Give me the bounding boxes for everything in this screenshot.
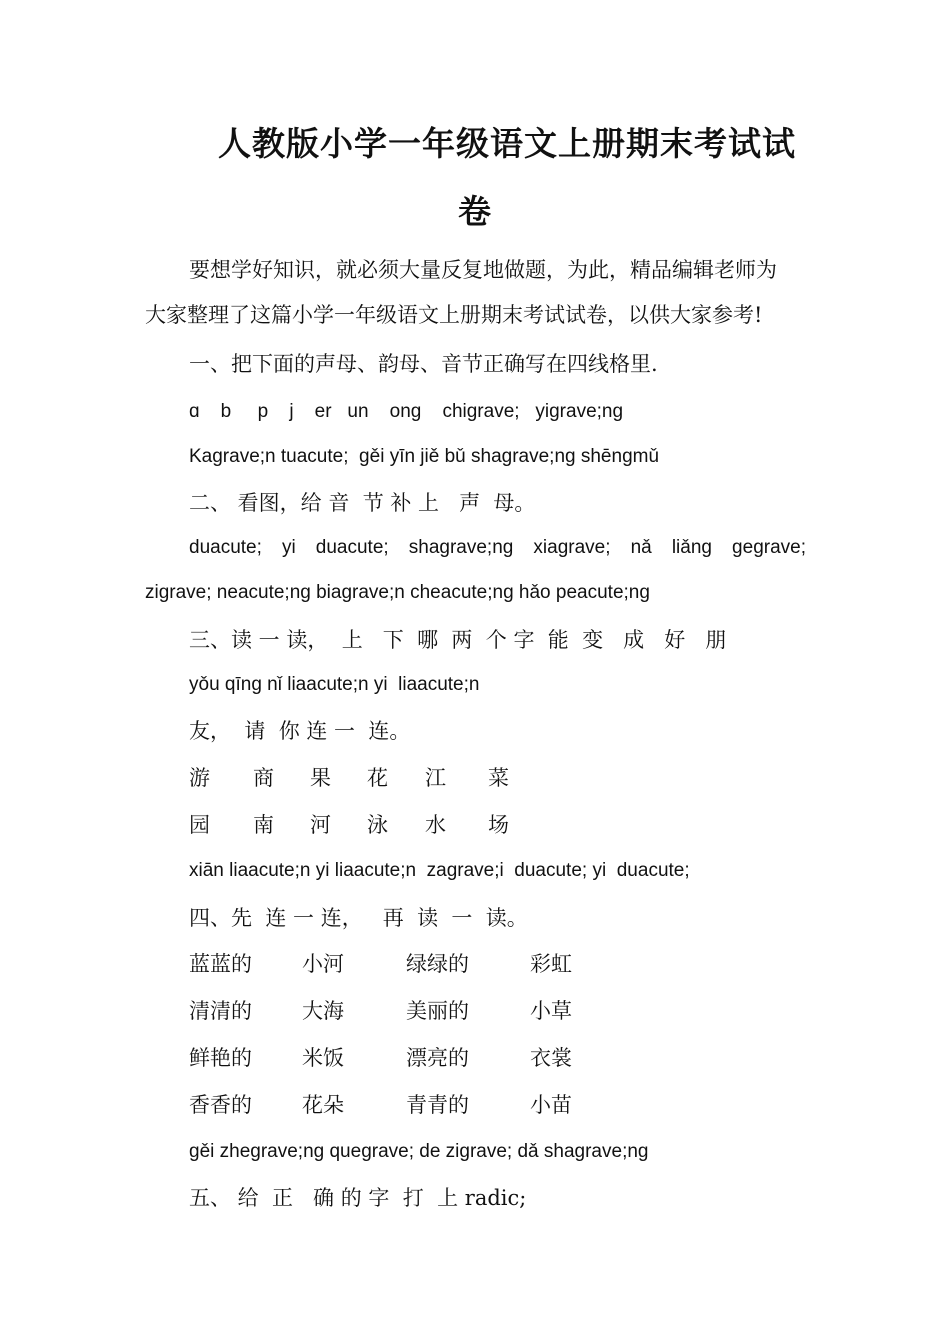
char-cell: 游 xyxy=(189,766,210,790)
char-cell: 果 xyxy=(310,766,331,790)
word-cell: 小草 xyxy=(530,999,572,1023)
word-cell: 小苗 xyxy=(530,1093,572,1117)
document-title-line1: 人教版小学一年级语文上册期末考试试 xyxy=(218,124,796,163)
word-cell: 衣裳 xyxy=(530,1046,572,1070)
word-cell: 绿绿的 xyxy=(406,952,469,976)
word-cell: 蓝蓝的 xyxy=(189,952,252,976)
section1-heading: 一、把下面的声母、韵母、音节正确写在四线格里. xyxy=(189,352,658,376)
intro-line1: 要想学好知识，就必须大量反复地做题，为此，精品编辑老师为 xyxy=(189,258,777,282)
word-cell: 鲜艳的 xyxy=(189,1046,252,1070)
char-cell: 园 xyxy=(189,813,210,837)
section1-pinyin-line2: Kagrave;n tuacute; gěi yīn jiě bǔ shagrave;ng shēngmǔ xyxy=(189,446,660,467)
word-cell: 漂亮的 xyxy=(406,1046,469,1070)
section3-pinyin2: xiān liaacute;n yi liaacute;n zagrave;i duacute; yi duacute; xyxy=(189,860,690,881)
word-cell: 美丽的 xyxy=(406,999,469,1023)
section3-continuation: 友， 请 你 连 一 连。 xyxy=(189,719,411,743)
char-cell: 南 xyxy=(253,813,274,837)
char-cell: 场 xyxy=(488,813,509,837)
section2-heading: 二、 看图，给 音 节 补 上 声 母。 xyxy=(189,491,536,515)
document-title-line2: 卷 xyxy=(458,192,492,231)
intro-line2: 大家整理了这篇小学一年级语文上册期末考试试卷，以供大家参考! xyxy=(145,303,763,327)
word-cell: 青青的 xyxy=(406,1093,469,1117)
section2-pinyin-line1: duacute; yi duacute; shagrave;ng xiagrave; nǎ liǎng gegrave; xyxy=(189,537,806,558)
word-cell: 花朵 xyxy=(302,1093,344,1117)
char-cell: 商 xyxy=(253,766,274,790)
word-cell: 香香的 xyxy=(189,1093,252,1117)
section4-pinyin: gěi zhegrave;ng quegrave; de zigrave; dǎ shagrave;ng xyxy=(189,1141,649,1162)
char-cell: 花 xyxy=(367,766,388,790)
char-cell: 泳 xyxy=(367,813,388,837)
char-cell: 水 xyxy=(425,813,446,837)
section3-pinyin: yǒu qīng nǐ liaacute;n yi liaacute;n xyxy=(189,674,480,695)
word-cell: 小河 xyxy=(302,952,344,976)
char-cell: 江 xyxy=(425,766,446,790)
section2-pinyin-line2: zigrave; neacute;ng biagrave;n cheacute;ng hǎo peacute;ng xyxy=(145,582,650,603)
word-cell: 清清的 xyxy=(189,999,252,1023)
char-cell: 河 xyxy=(310,813,331,837)
section5-heading: 五、 给 正 确 的 字 打 上 radic; xyxy=(189,1186,527,1210)
word-cell: 米饭 xyxy=(302,1046,344,1070)
section3-heading: 三、读 一 读， 上 下 哪 两 个 字 能 变 成 好 朋 xyxy=(189,628,727,652)
char-cell: 菜 xyxy=(488,766,509,790)
word-cell: 大海 xyxy=(302,999,344,1023)
section1-pinyin-line1: ɑ b p j er un ong chigrave; yigrave;ng xyxy=(189,401,624,422)
section4-heading: 四、先 连 一 连， 再 读 一 读。 xyxy=(189,906,528,930)
word-cell: 彩虹 xyxy=(530,952,572,976)
